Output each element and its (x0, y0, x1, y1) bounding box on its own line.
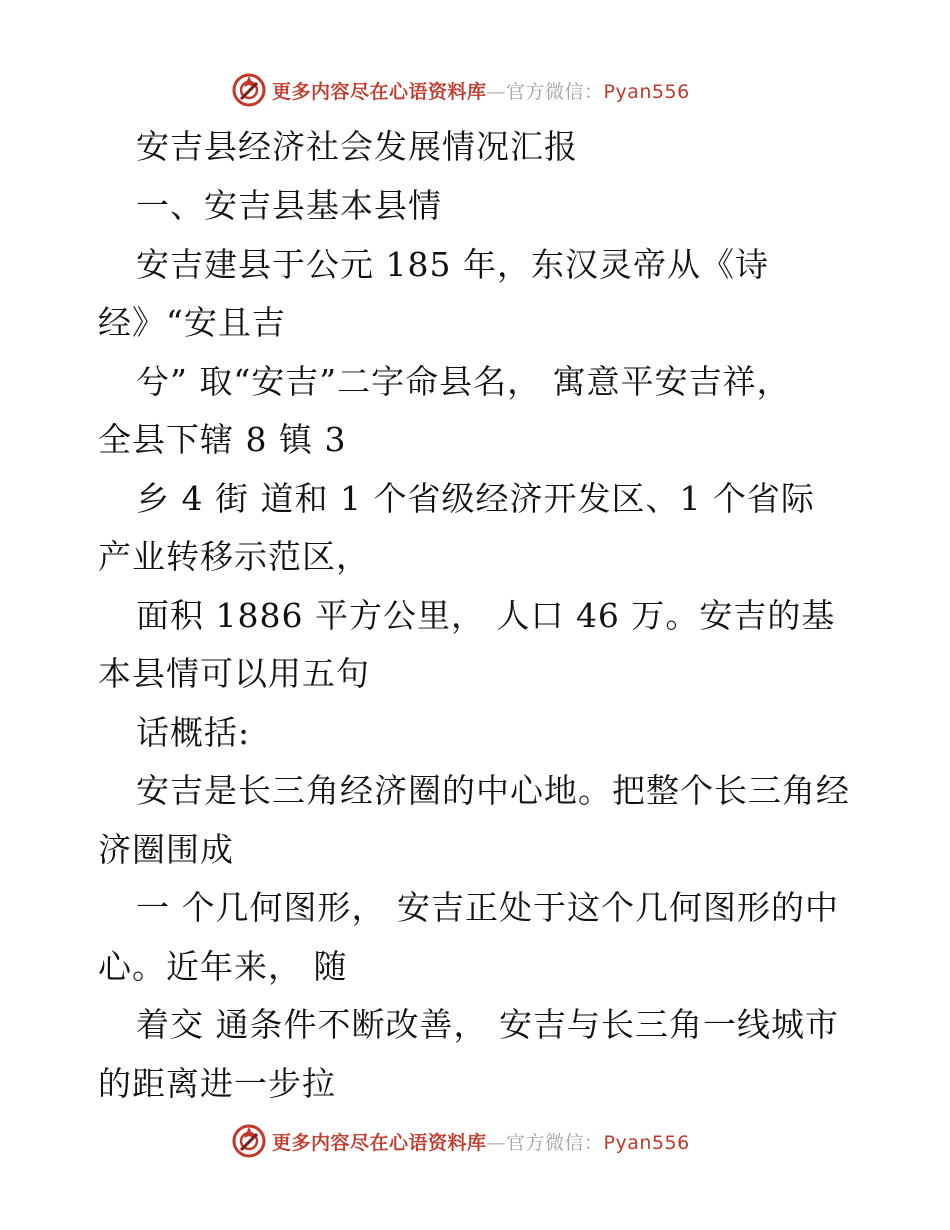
paragraph-line: 安吉建县于公元 185 年，东汉灵帝从《诗 (136, 245, 769, 284)
document-title: 安吉县经济社会发展情况汇报 (136, 127, 578, 166)
paragraph-line: 乡 4 街 道和 1 个省级经济开发区、1 个省际 (136, 479, 815, 518)
brand-logo-icon (232, 1124, 266, 1158)
watermark-brand: 更多内容尽在心语资料库 (272, 80, 487, 103)
paragraph-line: 着交 通条件不断改善， 安吉与长三角一线城市 (136, 1005, 839, 1044)
watermark-dash: — (486, 1131, 507, 1154)
paragraph-line: 全县下辖 8 镇 3 (98, 420, 347, 459)
paragraph-line: 济圈围成 (98, 830, 234, 869)
paragraph-line: 一 个几何图形， 安吉正处于这个几何图形的中 (136, 888, 839, 927)
watermark-text (272, 77, 690, 104)
watermark-text (272, 1128, 690, 1155)
watermark-dash: — (486, 80, 507, 103)
paragraph-line: 安吉是长三角经济圈的中心地。把整个长三角经 (136, 771, 850, 810)
paragraph-line: 心。近年来， 随 (98, 947, 348, 986)
paragraph-line: 经》“安且吉 (98, 303, 286, 342)
brand-logo-icon (232, 73, 266, 107)
paragraph-line: 的距离进一步拉 (98, 1064, 336, 1103)
paragraph-line: 兮” 取“安吉”二字命县名， 寓意平安吉祥， (136, 362, 791, 401)
section-heading: 一、安吉县基本县情 (136, 186, 442, 225)
watermark-label: 官方微信： (506, 1131, 604, 1154)
paragraph-line: 产业转移示范区， (98, 537, 370, 576)
paragraph-line: 话概括: (136, 713, 251, 752)
watermark-id: Pyan556 (603, 80, 690, 103)
footer-watermark (232, 1121, 690, 1161)
header-watermark (232, 70, 690, 110)
paragraph-line: 面积 1886 平方公里， 人口 46 万。安吉的基 (136, 596, 836, 635)
watermark-label: 官方微信： (506, 80, 604, 103)
watermark-brand: 更多内容尽在心语资料库 (272, 1131, 487, 1154)
watermark-id: Pyan556 (603, 1131, 690, 1154)
paragraph-line: 本县情可以用五句 (98, 654, 370, 693)
